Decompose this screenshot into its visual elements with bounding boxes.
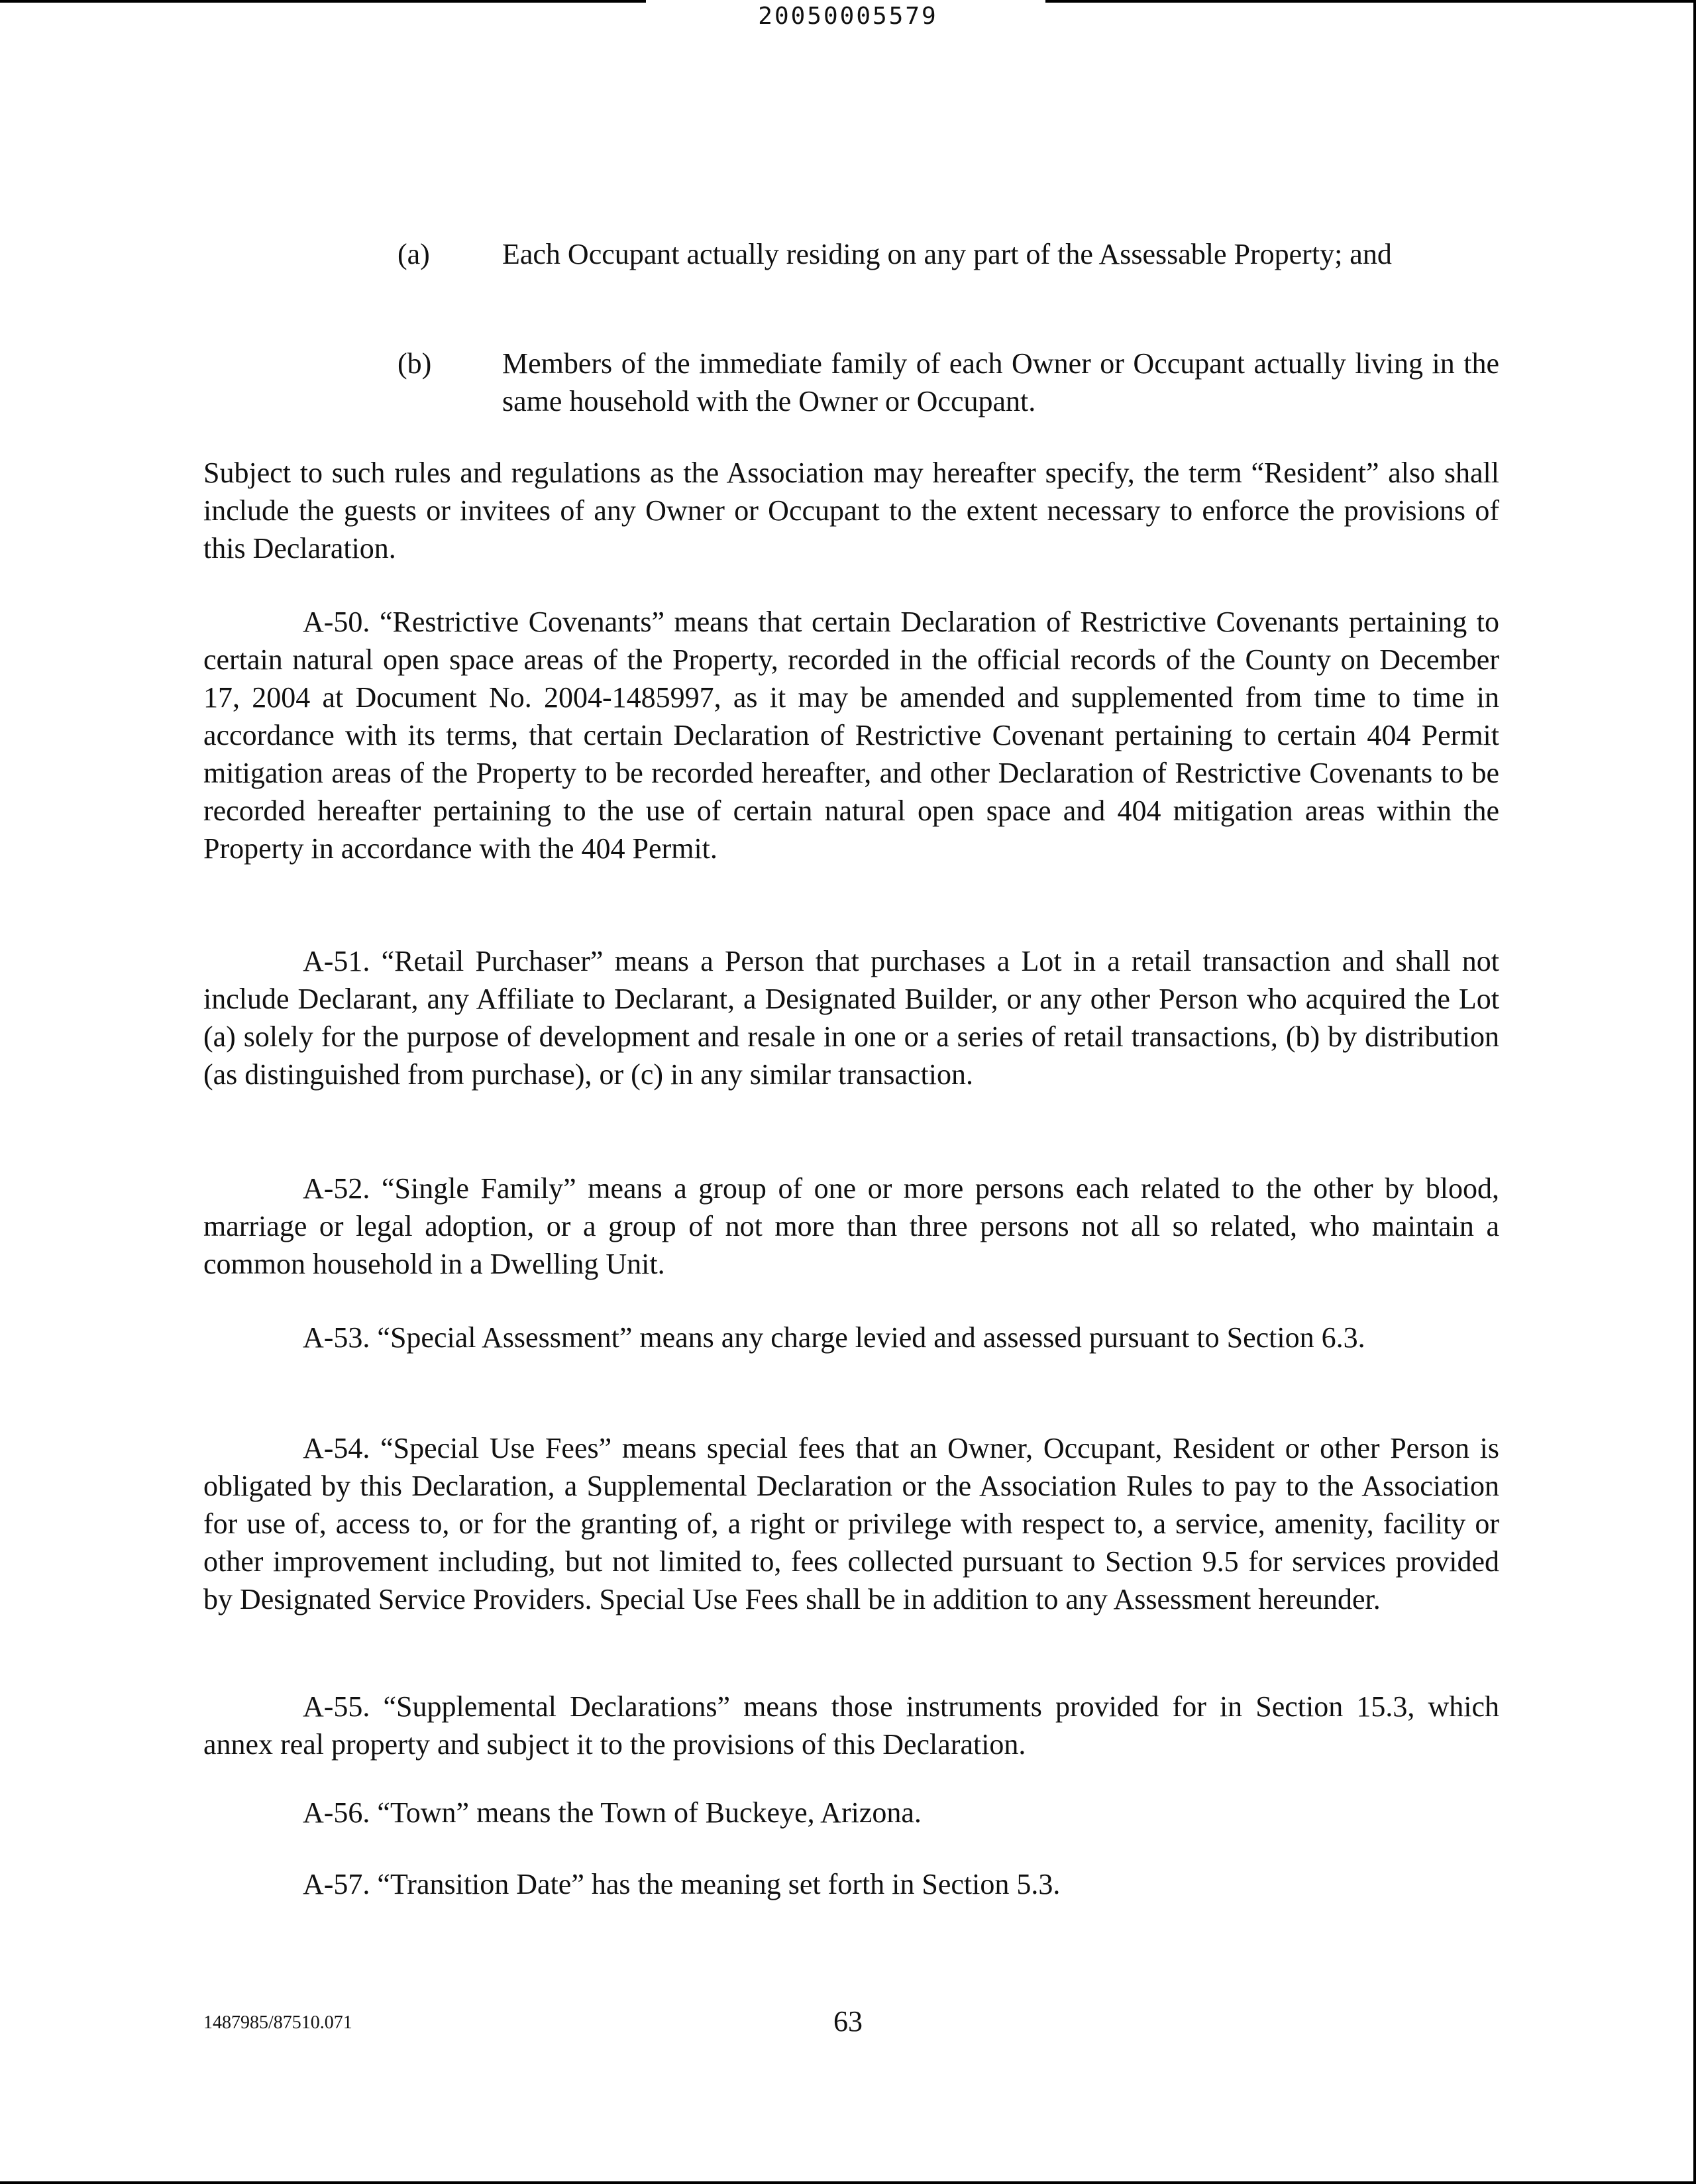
resident-paragraph: Subject to such rules and regulations as the Association may hereafter specify, the term “Resident” also shall include the guests or invitees of any Owner or Occupant to the extent necessary to enforce the provisions of this Declaration. (203, 457, 1499, 565)
list-marker: (a) (398, 238, 430, 270)
list-item (0, 345, 1696, 424)
list-text: Members of the immediate family of each Owner or Occupant actually living in the same household with the Owner or Occupant. (502, 347, 1499, 417)
definition-a50: A-50. “Restrictive Covenants” means that certain Declaration of Restrictive Covenants pertaining to certain natural open space areas of the Property, recorded in the official records of the County on December 17, 2004 at Document No. 2004-1485997, as it may be amended and supplemented from time to time in accordance with its terms, that certain Declaration of Restrictive Covenant pertaining to certain 404 Permit mitigation areas of the Property to be recorded hereafter, and other Declaration of Restrictive Covenants to be recorded hereafter pertaining to the use of certain natural open space and 404 mitigation areas within the Property in accordance with the 404 Permit. (203, 606, 1499, 865)
definition-a55: A-55. “Supplemental Declarations” means those instruments provided for in Section 15.3, which annex real property and subject it to the provisions of this Declaration. (203, 1690, 1499, 1761)
definition-a56: A-56. “Town” means the Town of Buckeye, Arizona. (303, 1796, 922, 1829)
list-text: Each Occupant actually residing on any part of the Assessable Property; and (502, 238, 1392, 270)
definition-a53: A-53. “Special Assessment” means any charge levied and assessed pursuant to Section 6.3. (303, 1321, 1365, 1354)
page-number: 63 (833, 2005, 863, 2038)
bottom-border (0, 2181, 1696, 2184)
list-marker: (b) (398, 347, 432, 380)
footer-file-id: 1487985/87510.071 (203, 2012, 352, 2033)
list-item (0, 235, 1696, 315)
document-number: 20050005579 (758, 3, 938, 30)
right-border (1693, 0, 1696, 2184)
definition-a54: A-54. “Special Use Fees” means special fees that an Owner, Occupant, Resident or other Person is obligated by this Declaration, a Supplemental Declaration or the Association Rules to pay to the Association for use of, access to, or for the granting of, a right or privilege with respect to, a service, amenity, facility or other improvement including, but not limited to, fees collected pursuant to Section 9.5 for services provided by Designated Service Providers. Special Use Fees shall be in addition to any Assessment hereunder. (203, 1432, 1499, 1615)
definition-a52: A-52. “Single Family” means a group of one or more persons each related to the other by blood, marriage or legal adoption, or a group of not more than three persons not all so related, who maintain a common household in a Dwelling Unit. (203, 1172, 1499, 1280)
definition-a57: A-57. “Transition Date” has the meaning set forth in Section 5.3. (303, 1868, 1061, 1900)
definition-a51: A-51. “Retail Purchaser” means a Person that purchases a Lot in a retail transaction and shall not include Declarant, any Affiliate to Declarant, a Designated Builder, or any other Person who acquired the Lot (a) solely for the purpose of development and resale in one or a series of retail transactions, (b) by distribution (as distinguished from purchase), or (c) in any similar transaction. (203, 945, 1499, 1091)
